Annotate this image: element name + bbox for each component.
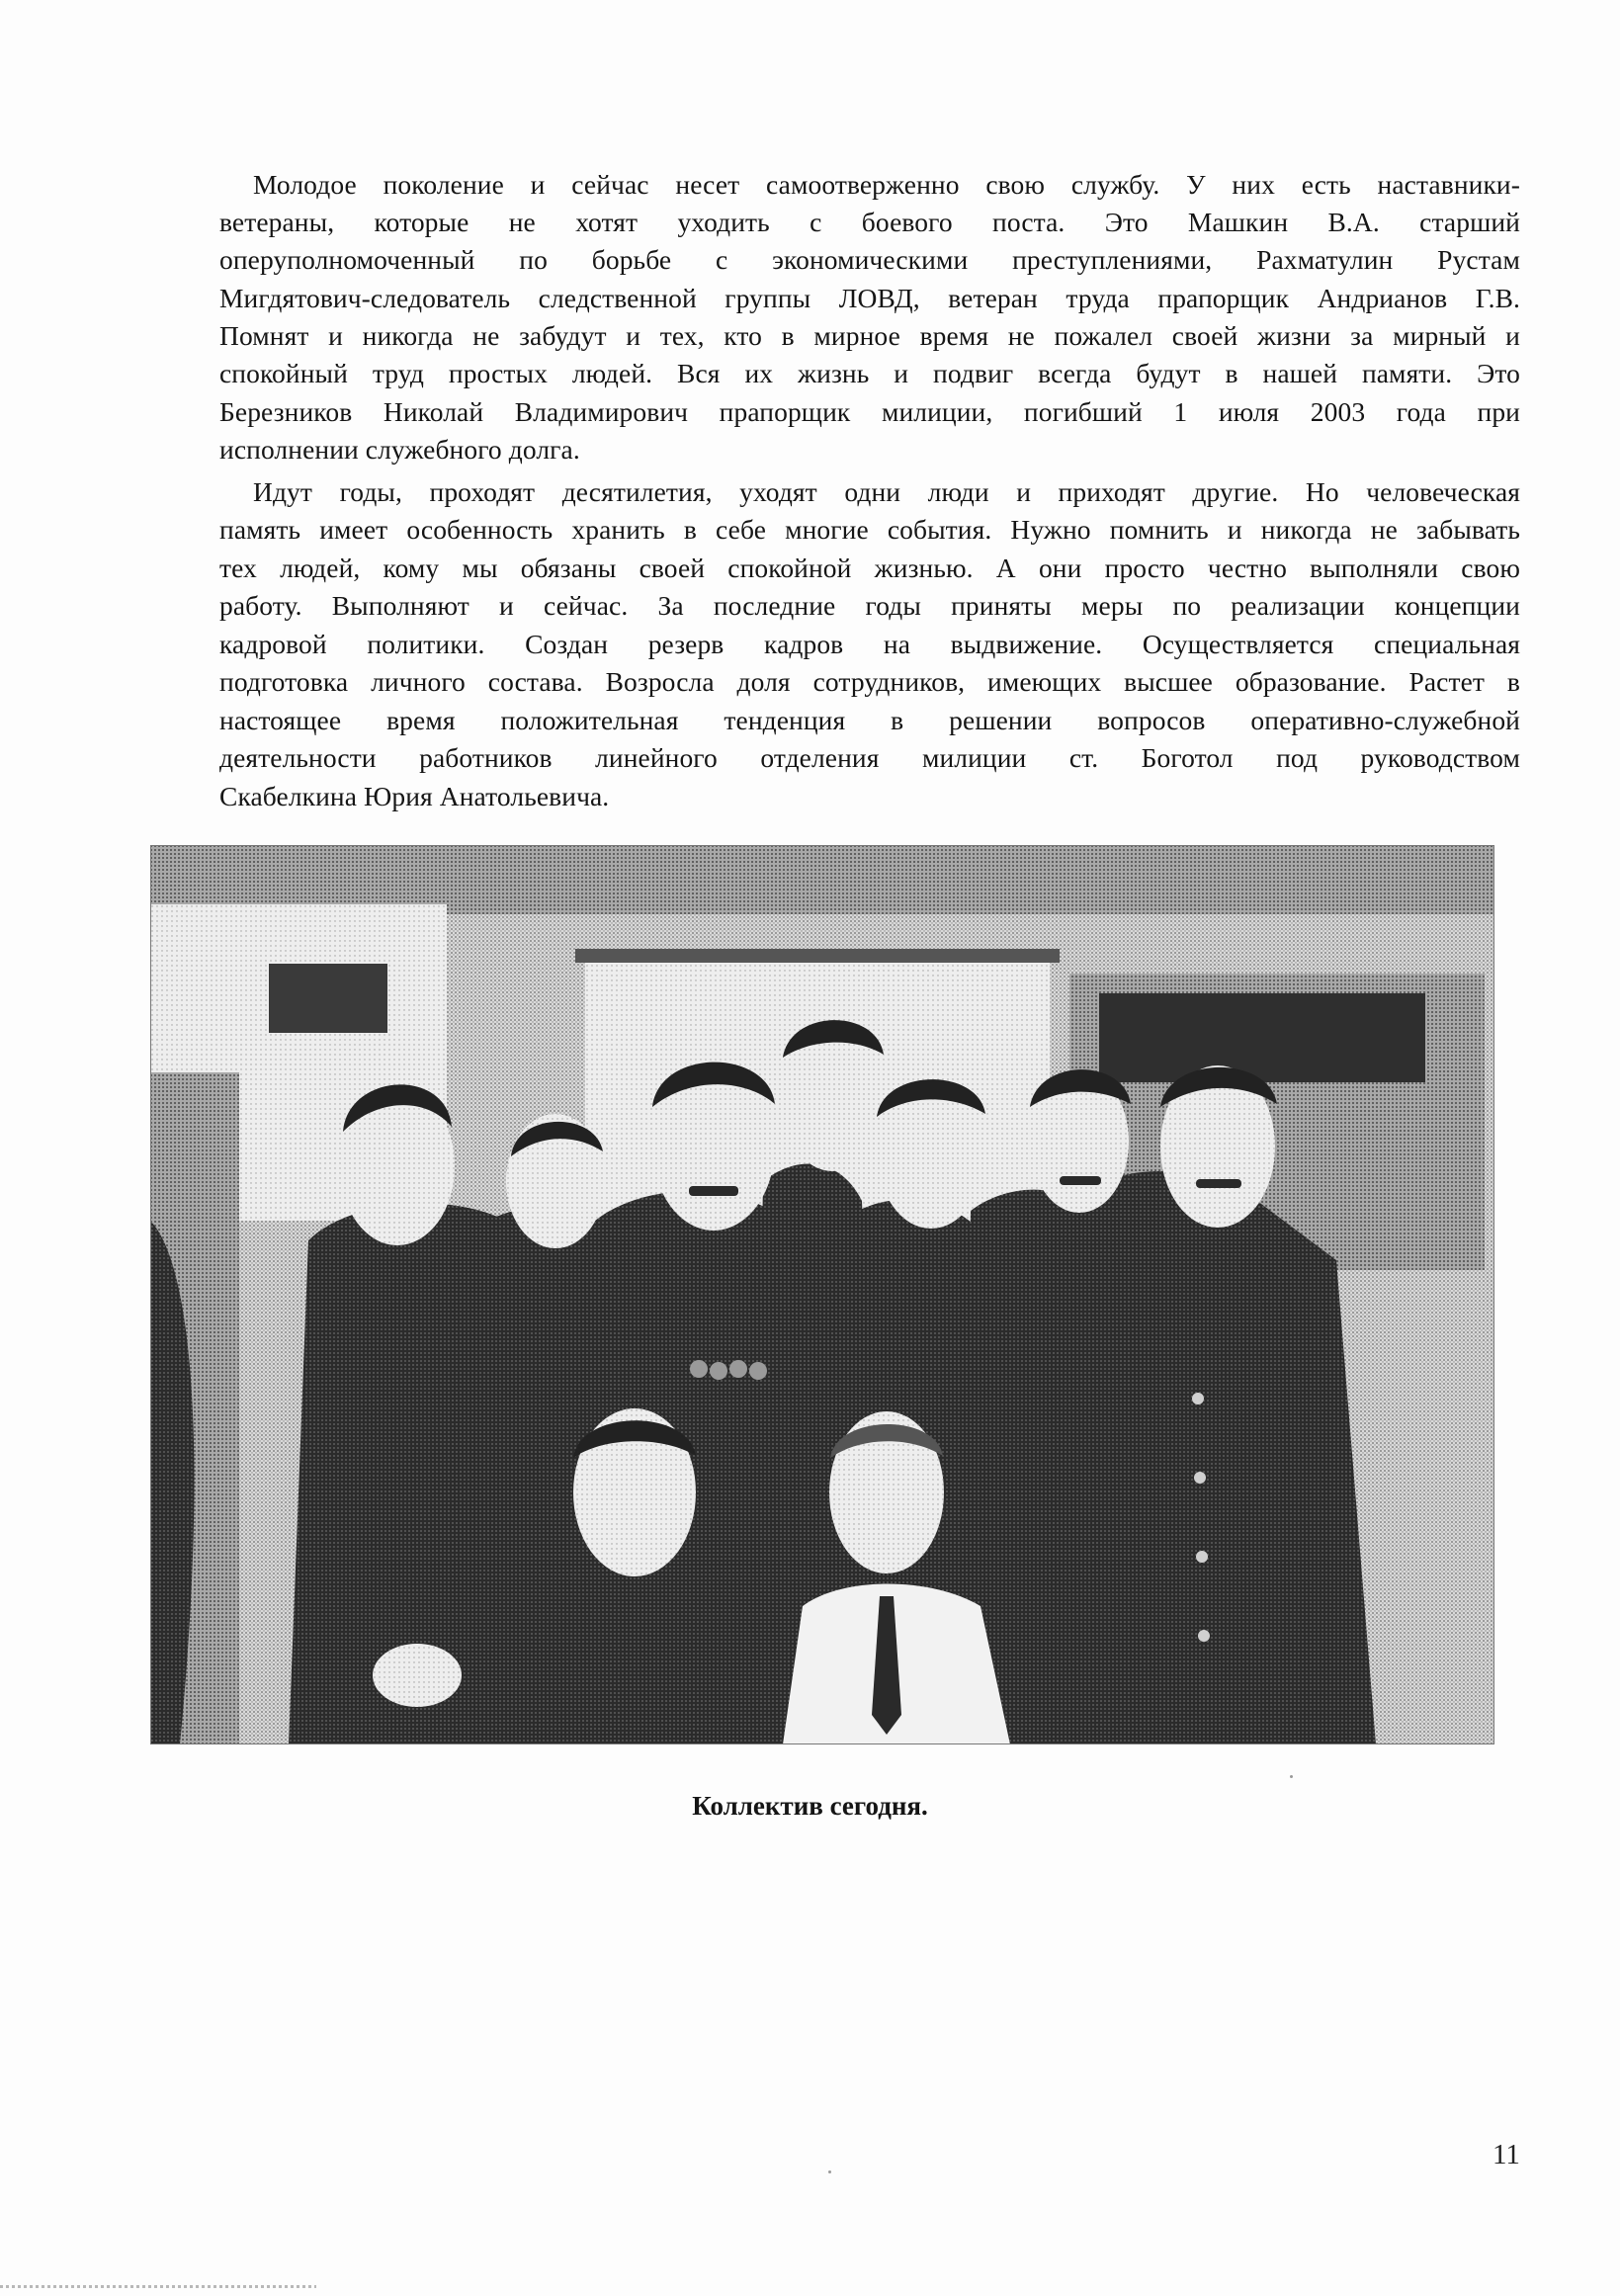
- text-line: память имеет особенность хранить в себе многие события. Нужно помнить и никогда не забывать: [219, 514, 1520, 545]
- text-line: настоящее время положительная тенденция в решении вопросов оперативно-служебной: [219, 705, 1520, 735]
- text-line: Скабелкина Юрия Анатольевича.: [219, 781, 610, 811]
- text-line: работу. Выполняют и сейчас. За последние годы приняты меры по реализации концепции: [219, 590, 1520, 621]
- text-line: кадровой политики. Создан резерв кадров на выдвижение. Осуществляется специальная: [219, 629, 1520, 659]
- text-line: деятельности работников линейного отделения милиции ст. Боготол под руководством: [219, 742, 1520, 773]
- scan-edge-artifact: [0, 2285, 316, 2288]
- text-line: исполнении служебного долга.: [219, 434, 580, 465]
- page-number: 11: [1492, 2139, 1520, 2170]
- group-photo: [150, 845, 1494, 1744]
- text-line: Молодое поколение и сейчас несет самоотверженно свою службу. У них есть наставники-: [253, 169, 1520, 200]
- text-line: Помнят и никогда не забудут и тех, кто в мирное время не пожалел своей жизни за мирный и: [219, 320, 1520, 351]
- text-line: Мигдятович-следователь следственной группы ЛОВД, ветеран труда прапорщик Андрианов Г.В.: [219, 283, 1520, 313]
- text-line: тех людей, кому мы обязаны своей спокойной жизнью. А они просто честно выполняли свою: [219, 553, 1520, 583]
- text-line: ветераны, которые не хотят уходить с боевого поста. Это Машкин В.А. старший: [219, 207, 1520, 237]
- photo-caption: Коллектив сегодня.: [692, 1791, 928, 1821]
- scan-dot-artifact: [828, 2170, 831, 2173]
- text-line: спокойный труд простых людей. Вся их жизнь и подвиг всегда будут в нашей памяти. Это: [219, 358, 1520, 388]
- scan-dot-artifact: [1290, 1775, 1293, 1778]
- text-line: Идут годы, проходят десятилетия, уходят одни люди и приходят другие. Но человеческая: [253, 476, 1520, 507]
- text-line: подготовка личного состава. Возросла доля сотрудников, имеющих высшее образование. Растет в: [219, 666, 1520, 697]
- text-line: оперуполномоченный по борьбе с экономическими преступлениями, Рахматулин Рустам: [219, 244, 1520, 275]
- text-line: Березников Николай Владимирович прапорщик милиции, погибший 1 июля 2003 года при: [219, 396, 1520, 427]
